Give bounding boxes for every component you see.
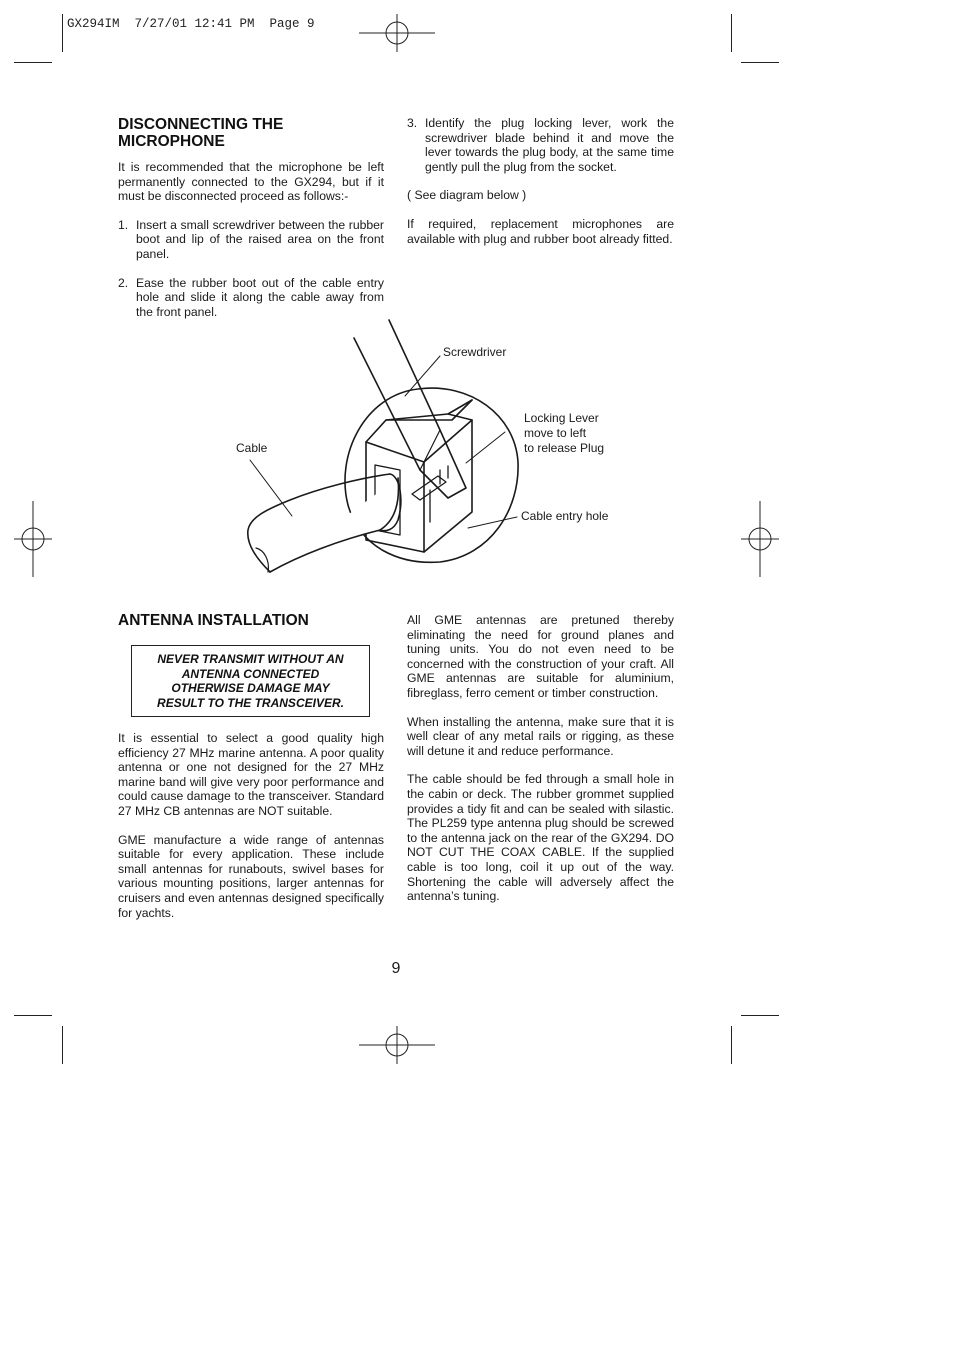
warning-box — [131, 645, 370, 717]
replacement-note: If required, replacement microphones are available with plug and rubber boot already fitted. — [407, 216, 674, 246]
warning-line3: OTHERWISE DAMAGE MAY — [171, 681, 330, 695]
antenna-paragraph-4: When installing the antenna, make sure that it is well clear of any metal rails or rigging, as these will detune it and reduce performance. — [407, 714, 674, 758]
cable-label: Cable — [236, 441, 268, 455]
step-1-number: 1. — [118, 217, 129, 232]
hole-leader — [468, 517, 517, 528]
step-3-text: Identify the plug locking lever, work the screwdriver blade behind it and move the lever towards the plug body, at the same time gently pull the plug from the socket. — [425, 116, 674, 174]
disconnect-heading-line2: MICROPHONE — [118, 133, 225, 150]
raised-panel-area — [345, 388, 518, 562]
page-number: 9 — [391, 960, 401, 977]
plug-removal-diagram — [0, 0, 954, 600]
antenna-heading: ANTENNA INSTALLATION — [118, 612, 309, 629]
step-2-number: 2. — [118, 275, 129, 290]
registration-mark-bottom — [359, 1026, 435, 1064]
antenna-left-body — [118, 731, 384, 920]
warning-line1: NEVER TRANSMIT WITHOUT AN — [157, 652, 344, 666]
disconnect-heading-line1: DISCONNECTING THE — [118, 116, 284, 133]
locking-lever-label-line3: to release Plug — [524, 441, 605, 455]
cable-shape — [248, 474, 401, 572]
screwdriver-leader — [405, 356, 440, 396]
step-2-text: Ease the rubber boot out of the cable entry hole and slide it along the cable away from the front panel. — [136, 275, 384, 319]
antenna-paragraph-1: It is essential to select a good quality high efficiency 27 MHz marine antenna. A poor quality antenna or one not designed for the 27 MHz marine band will give very poor performance and could cause damage to the transceiver. Standard 27 MHz CB antennas are NOT suitable. — [118, 731, 384, 818]
see-diagram-note: ( See diagram below ) — [407, 188, 527, 203]
step-3-number: 3. — [407, 116, 418, 130]
antenna-paragraph-2: GME manufacture a wide range of antennas suitable for every application. These include small antennas for runabouts, swivel bases for various mounting positions, larger antennas for cruisers and even antennas designed specifically for yachts. — [118, 832, 384, 920]
warning-line4: RESULT TO THE TRANSCEIVER. — [157, 695, 344, 710]
warning-line2: ANTENNA CONNECTED — [181, 666, 320, 681]
locking-lever-label-line2: move to left — [524, 426, 587, 440]
screwdriver-label: Screwdriver — [443, 345, 507, 359]
antenna-paragraph-5: The cable should be fed through a small hole in the cabin or deck. The rubber grommet supplied provides a tidy fit and can be sealed with silastic. The PL259 type antenna plug should be screwed to the antenna jack on the rear of the GX294. DO NOT CUT THE COAX CABLE. If the supplied cable is too long, coil it up out of the way. Shortening the cable will adversely affect the antenna’s tuning. — [407, 772, 674, 904]
disconnect-intro: It is recommended that the microphone be left permanently connected to the GX294, but if it must be disconnected proceed as follows:- — [118, 160, 384, 204]
print-slug: GX294IM 7/27/01 12:41 PM Page 9 — [67, 17, 315, 31]
antenna-paragraph-3: All GME antennas are pretuned thereby eliminating the need for ground planes and tuning units. You do not even need to be concerned with the construction of your craft. All GME antennas are suitable for aluminium, fibreglass, ferro cement or timber construction. — [407, 613, 674, 700]
cable-entry-hole-label: Cable entry hole — [521, 509, 609, 523]
antenna-left-column — [118, 612, 384, 629]
locking-lever-label-line1: Locking Lever — [524, 411, 599, 425]
step-1-text: Insert a small screwdriver between the rubber boot and lip of the raised area on the front panel. — [136, 217, 384, 261]
antenna-right-column — [407, 613, 674, 904]
